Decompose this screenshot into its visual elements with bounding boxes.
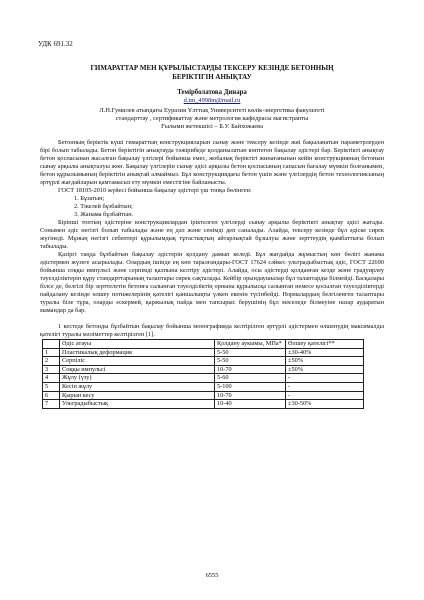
- table-header-cell: [43, 340, 60, 349]
- table-cell: 10-70: [215, 365, 286, 374]
- table-cell: 4: [43, 374, 60, 383]
- table-cell: -: [286, 382, 364, 391]
- table-cell: Серпіліс: [60, 357, 215, 366]
- table-header-cell: Қолдану аукымы, МПа*: [215, 340, 286, 349]
- supervisor: Ғылыми жетекшісі – Б.У. Байхожаева: [161, 123, 263, 130]
- table-cell: -: [286, 374, 364, 383]
- table-cell: ±50%: [286, 357, 364, 366]
- affiliation: [40, 107, 384, 131]
- paragraph-gost: ГОСТ 18105-2010 жүйесі бойынша бақылау әдістері үш топқа бөлінген:: [58, 187, 252, 194]
- methods-table: [42, 339, 364, 409]
- table-cell: 5-60: [215, 374, 286, 383]
- table-cell: 5-100: [215, 382, 286, 391]
- table-cell: Жұлу (үзу): [60, 374, 215, 383]
- paragraph-intro: Бетонның беріктік күші гимараттың конструкцияларын сынау және тексеру кезінде жиі бақыланатын параметрлерден бірі болып табылады. Бетон беріктігін анықтауда тәжірибеде қолданылатын көптеген бақылау әдістері бар. Беріктікті анықтау бетон қоспасынан жасалған бақылау үлгілері бойынша емес, жобалық беріктігі жинағанынан кейін конструкцияның бетонын сынау арқылы анықталуы жөн. Бақылау үлгілерін сынау әдісі арқылы бетон қоспасының сапасын бағалау мүмкін болғанымен, бетон құрылымының беріктігін анықтай алмаймыз. Бұл конструкциядағы бетон үшін және үлгілердің бетон технологиясының әртүрлі жағдайларын қамтамасыз ету мүмкін еместігіне байланысты.: [40, 139, 384, 186]
- author-name: Темірболатова Динара: [177, 89, 247, 96]
- table-row: [43, 374, 364, 383]
- list-item: 1. Бұзатын;: [74, 195, 105, 202]
- table-cell: 5: [43, 382, 60, 391]
- table-cell: 10-40: [215, 400, 286, 409]
- article-title: ГИМАРАТТАР МЕН ҚҰРЫЛЫСТАРДЫ ТЕКСЕРУ КЕЗІНДЕ БЕТОННЫҢ БЕРІКТІГІН АНЫҚТАУ: [90, 64, 334, 81]
- article-body: [40, 139, 384, 315]
- table-header-cell: Әдіс атауы: [60, 340, 215, 349]
- table-cell: 5-50: [215, 357, 286, 366]
- affiliation-line-2: стандарттау , сертификаттау және метрология кафедрасы магистранты: [115, 115, 309, 122]
- table-cell: Қырын кесу: [60, 391, 215, 400]
- table-cell: -: [286, 391, 364, 400]
- table-cell: ±30-40%: [286, 348, 364, 357]
- table-row: [43, 382, 364, 391]
- udk-code: УДК 691.32: [38, 40, 73, 48]
- table-cell: Кесіп жұлу: [60, 382, 215, 391]
- table-header-row: [43, 340, 364, 349]
- table-cell: 6: [43, 391, 60, 400]
- table-cell: ±50%: [286, 365, 364, 374]
- table-cell: 3: [43, 365, 60, 374]
- author-email[interactable]: d.tm_4998m@mail.ru: [183, 97, 241, 104]
- table-cell: 7: [43, 400, 60, 409]
- table-header-cell: Өлшеу қателігі**: [286, 340, 364, 349]
- table-cell: 5-50: [215, 348, 286, 357]
- table-cell: 2: [43, 357, 60, 366]
- table-cell: 10-70: [215, 391, 286, 400]
- table-row: [43, 400, 364, 409]
- table-cell: Ультрадыбыстық: [60, 400, 215, 409]
- table-row: [43, 357, 364, 366]
- table-row: [43, 391, 364, 400]
- affiliation-line-1: Л.Н.Гумилев атындағы Еуразия Ұлттық Университеті көлік-энергетика факультеті: [99, 107, 325, 114]
- table-cell: Пластикалық деформация: [60, 348, 215, 357]
- paragraph-nondestructive: Қазіргі таңда бұзбайтын бақылау әдістерін қолдану дамып келеді. Бұл жағдайда жұмыстың көп бөлігі жанама әдістермен жүзеге асырылады. Олардың ішінде ең көп таралғандары-ГОСТ 17624 сәйкес ультрадыбыстық әдіс, ГОСТ 22690 бойынша соққы импульсі және серпімді қалпына келтіру әдістері. Алайда, осы әдістерді қолданған кезде және градуирлеу тәуелділіктерін құру стандарттарының талаптары сирек сақталады. Кейбір орындаушылар бұл талаптарды білмейді. Басқалары білсе де, белгілі бір зерттелетін бетонға салынған тәуелділіктің орнына құрылысқа салынған немесе қосылған тәуелділіктерді пайдалану кезінде өлшеу нәтижелерінің қателігі қаншалықты үлкен екенін түсінбейді. Нормалардың белгіленген талаптары туралы біле тұра, оларды ескермей, қаржылық пайда мен тапсырыс берушінің бұл мәселеде білмеуіне назар аударатын мамандар да бар.: [40, 251, 384, 314]
- table-row: [43, 365, 364, 374]
- page-number: 6555: [205, 572, 219, 579]
- table-cell: Соққы импульсі: [60, 365, 215, 374]
- table-row: [43, 348, 364, 357]
- list-item: 3. Жанама бұзбайтын.: [74, 211, 134, 218]
- table-cell: 1: [43, 348, 60, 357]
- list-item: 2. Тікелей бұзбайтын;: [74, 203, 133, 210]
- table-cell: ±30-50%: [286, 400, 364, 409]
- table-caption: 1 кестеде бетонды бұзбайтын бақылау бойынша монографияда келтірілген әртүрлі әдістермен өлшенудің максималды қателігі туралы мәліметтер келтірілген [1].: [40, 323, 384, 338]
- paragraph-first-group: Бірінші топтың әдістеріне конструкциялардан іріктелген үлгілерді сынау арқылы беріктікті анықтау әдісі жатады. Сонымен әдіс негізгі болып табылады және ең дәл және сенімді деп саналады. Алайда, тексеру кезінде бұл әдіске сирек жүгінеді. Мұның негізгі себептері құрылымдық тұтастықтың айтарлықтай бұзылуы және зерттеудің қымбаттығы болып табылады.: [40, 219, 384, 250]
